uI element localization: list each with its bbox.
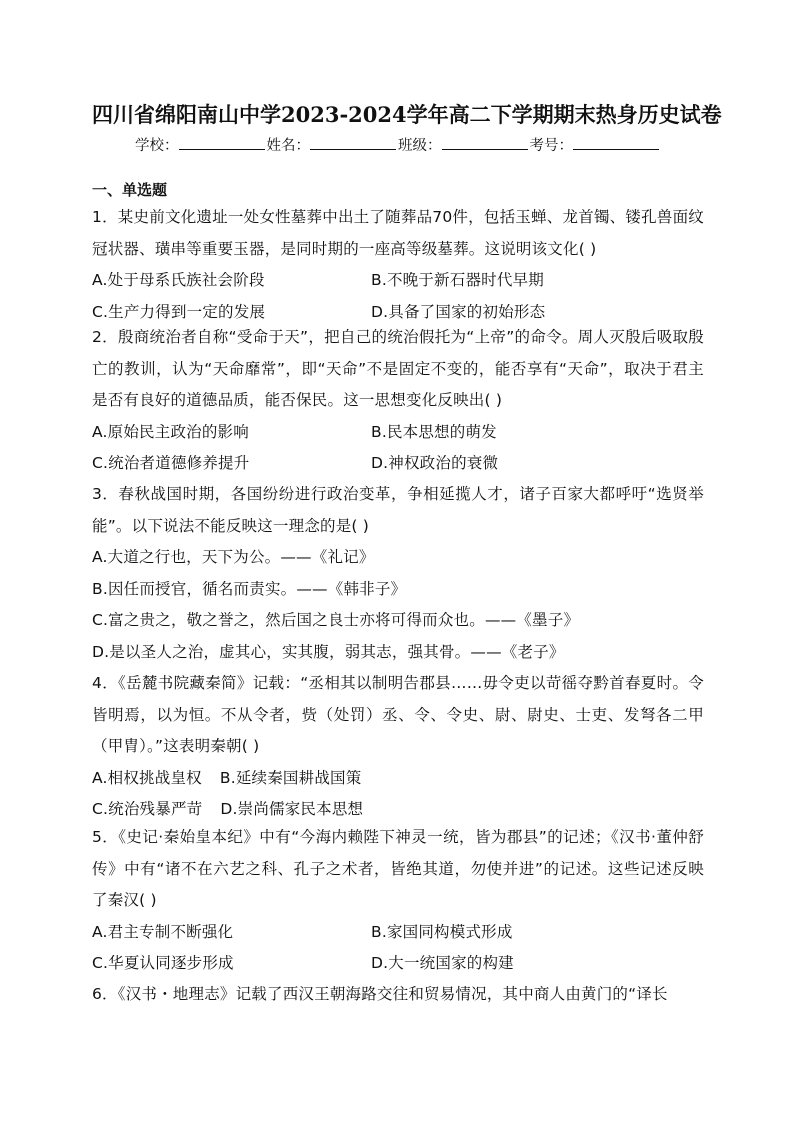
options-grid [92, 917, 704, 980]
exam-number-blank [573, 135, 659, 150]
school-blank [179, 135, 265, 150]
option-c: C.统治残暴严苛 [92, 800, 203, 818]
option-c: C.生产力得到一定的发展 [92, 302, 266, 321]
option-d: D.是以圣人之治，虚其心，实其腹，弱其志，强其骨。——《老子》 [92, 642, 565, 661]
option-d: D.神权政治的衰微 [371, 454, 499, 472]
class-blank [442, 135, 528, 150]
option-b: B.延续秦国耕战国策 [219, 768, 362, 787]
option-b: B.家国同构模式形成 [371, 922, 513, 941]
name-blank [310, 135, 396, 150]
option-c: C.富之贵之，敬之誉之，然后国之良士亦将可得而众也。——《墨子》 [92, 611, 580, 629]
options-row-2 [92, 794, 704, 826]
question-1 [92, 202, 704, 328]
option-d: D.大一统国家的构建 [371, 954, 514, 972]
school-field [135, 134, 267, 158]
class-field [398, 134, 530, 158]
option-b: B.民本思想的萌发 [371, 422, 497, 441]
class-label: 班级： [398, 138, 442, 154]
question-stem: 3．春秋战国时期，各国纷纷进行政治变革，争相延揽人才，诸子百家大都呼吁“选贤举能”。以下说法不能反映这一理念的是( ) [92, 485, 704, 535]
question-6 [92, 979, 704, 1011]
question-stem: 1．某史前文化遗址一处女性墓葬中出土了随葬品70件，包括玉蝉、龙首镯、镂孔兽面纹冠状器、璜串等重要玉器，是同时期的一座高等级墓葬。这说明该文化( ) [92, 208, 704, 258]
option-a: A.原始民主政治的影响 [92, 422, 249, 441]
option-a: A.相权挑战皇权 [92, 768, 202, 787]
option-b: B.不晚于新石器时代早期 [371, 271, 544, 289]
section-title: 一、单选题 [92, 181, 168, 199]
option-c: C.统治者道德修养提升 [92, 454, 250, 472]
option-b: B.因任而授官，循名而责实。——《韩非子》 [92, 579, 407, 598]
exam-number-field [530, 134, 662, 158]
option-d: D.崇尚儒家民本思想 [220, 800, 364, 818]
option-a: A.君主专制不断强化 [92, 922, 234, 941]
question-2 [92, 322, 704, 480]
options-row-1 [92, 763, 704, 795]
question-stem: 4．《岳麓书院藏秦简》记载：“丞相其以制明告郡县……毋令吏以苛徭夺黔首春夏时。令皆明焉，以为恒。不从令者，赀（处罚）丞、令、令史、尉、尉史、士吏、发弩各二甲（甲胄）。”这表明秦朝( ) [92, 674, 704, 755]
question-stem: 6．《汉书・地理志》记载了西汉王朝海路交往和贸易情况，其中商人由黄门的“译长 [92, 985, 668, 1003]
options-grid [92, 417, 704, 480]
question-stem: 5．《史记·秦始皇本纪》中有“今海内赖陛下神灵一统，皆为郡县”的记述；《汉书·董仲舒传》中有“诸不在六艺之科、孔子之术者，皆绝其道，勿使并进”的记述。这些记述反映了秦汉( ) [92, 828, 704, 909]
question-stem: 2．殷商统治者自称“受命于天”，把自己的统治假托为“上帝”的命令。周人灭殷后吸取殷亡的教训，认为“天命靡常”，即“天命”不是固定不变的，能否享有“天命”，取决于君主是否有良好的道德品质，能否保民。这一思想变化反映出( ) [92, 328, 704, 409]
question-5 [92, 822, 704, 980]
options-grid [92, 265, 704, 328]
question-3 [92, 479, 704, 668]
option-c: C.华夏认同逐步形成 [92, 954, 234, 972]
page-title: 四川省绵阳南山中学2023-2024学年高二下学期期末热身历史试卷 [92, 102, 722, 127]
name-label: 姓名： [266, 138, 310, 154]
option-d: D.具备了国家的初始形态 [371, 302, 546, 321]
question-4 [92, 668, 704, 826]
option-a: A.大道之行也，天下为公。——《礼记》 [92, 548, 375, 566]
exam-number-label: 考号： [529, 138, 573, 154]
school-label: 学校： [135, 138, 179, 154]
student-info-line [92, 134, 704, 158]
option-a: A.处于母系氏族社会阶段 [92, 271, 265, 289]
name-field [267, 134, 399, 158]
